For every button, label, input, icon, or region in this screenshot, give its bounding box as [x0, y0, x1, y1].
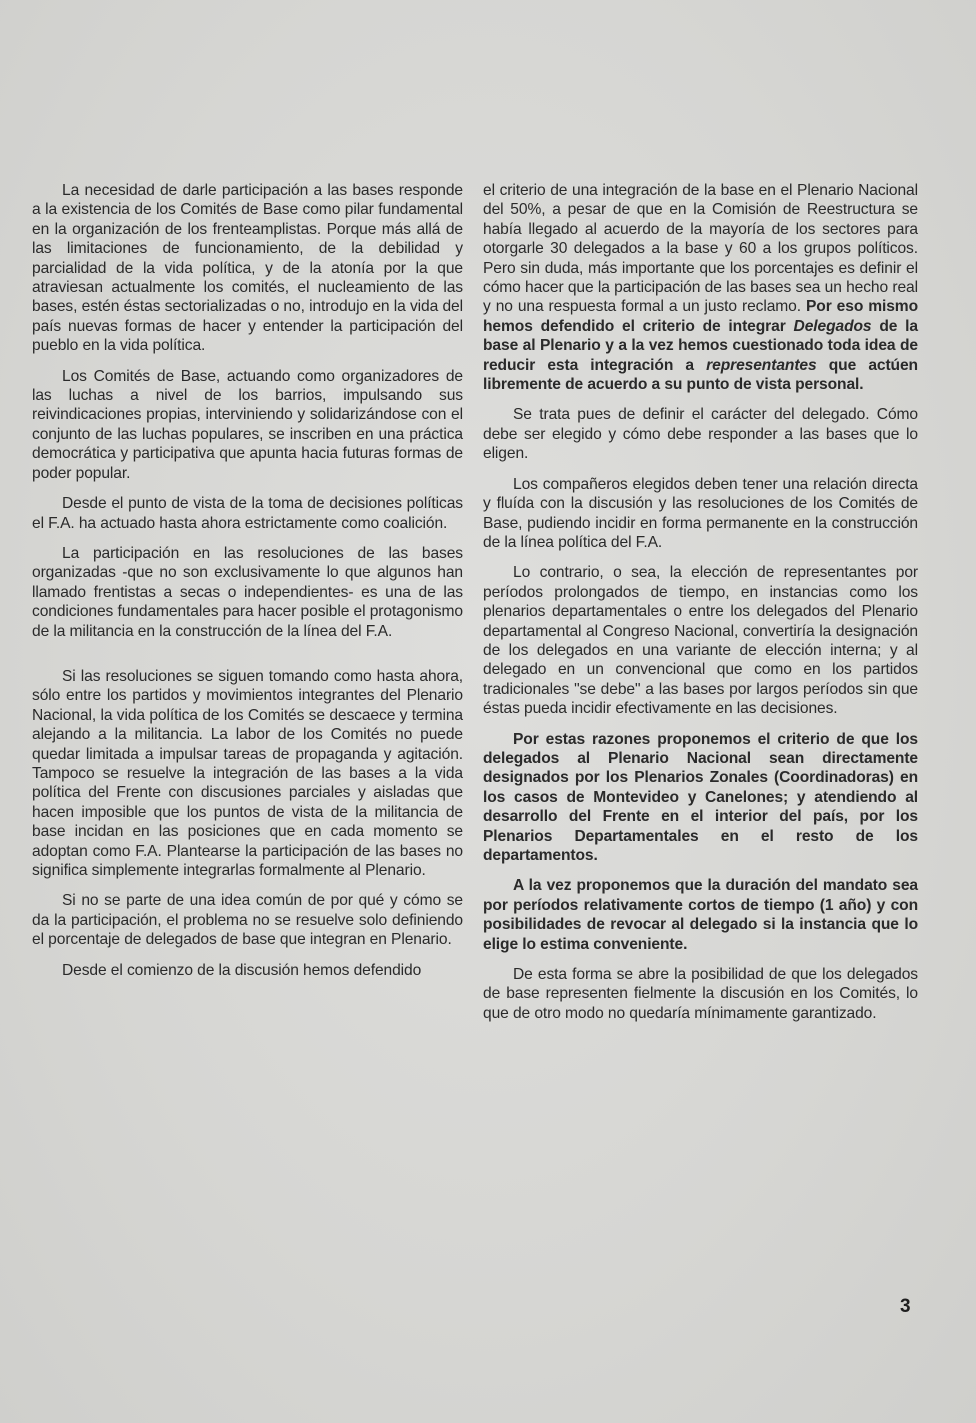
emphasis-text: que actúen libremente de acuerdo a su punto de vista personal. [483, 356, 918, 394]
bold-paragraph: Por estas razones proponemos el criterio de que los delegados al Plenario Nacional sean directamente designados por los Plenarios Zonales (Coordinadoras) en los casos de Montevideo y Canelones; y atendiendo al desarrollo del Frente en el interior del país, por los Plenarios Departamentales en el resto de los departamentos. [483, 730, 918, 864]
emphasis-text: de la base al Plenario y a la vez hemos cuestionado toda idea de reducir esta integración a [483, 317, 918, 374]
page-number: 3 [900, 1296, 911, 1317]
paragraph: Desde el punto de vista de la toma de decisiones políticas el F.A. ha actuado hasta ahora estrictamente como coalición. [32, 495, 463, 532]
paragraph [483, 181, 918, 394]
paragraph: La participación en las resoluciones de las bases organizadas -que no son exclusivamente lo que algunos han llamado frentistas a secas o independientes- es una de las condiciones fundamentales para hacer posible el protagonismo de la militancia en la construcción de la línea del F.A. [32, 544, 463, 640]
right-column [483, 181, 918, 1034]
paragraph: Los compañeros elegidos deben tener una relación directa y fluída con la discusión y las resoluciones de los Comités de Base, pudiendo incidir en forma permanente en la construcción de la línea política del F.A. [483, 475, 918, 551]
emphasis-text: Por eso mismo hemos defendido el criterio de integrar [483, 298, 919, 335]
paragraph: Desde el comienzo de la discusión hemos defendido [62, 961, 422, 979]
paragraph: La necesidad de darle participación a las bases responde a la existencia de los Comités de Base como pilar fundamental en la organización de los frenteamplistas. Porque más allá de las limitaciones de funcionamiento, de la debilidad y parcialidad de la vida política, y de la atonía por la que atraviesan actualmente los comités, el nucleamiento de las bases, estén éstas sectorializadas o no, introdujo en la vida del país nuevas formas de hacer y entender la participación del pueblo en la vida política. [32, 182, 463, 355]
paragraph: Lo contrario, o sea, la elección de representantes por períodos prolongados de tiempo, en instancias como los plenarios departamentales o entre los delegados del Plenario departamental al Congreso Nacional, convertiría la designación de los delegados en una variante de elección interna; y al delegado en un convencional que como en los partidos tradicionales "se debe" a las bases por largos períodos sin que éstas pueda incidir efectivamente en las decisiones. [483, 564, 918, 718]
left-column [32, 181, 463, 991]
emphasis-italic-text: Delegados [793, 317, 872, 335]
paragraph: Si las resoluciones se siguen tomando como hasta ahora, sólo entre los partidos y movimientos integrantes del Plenario Nacional, la vida política de los Comités se descaece y termina alejando a la militancia. La labor de los Comités no puede quedar limitada a impulsar tareas de propaganda y agitación. Tampoco se resuelve la integración de las bases a la vida política del Frente con discusiones parciales y aisladas que hacen imposible que los puntos de vista de la militancia de base incidan en las posiciones que en cada momento se adoptan como F.A. Plantearse la participación de las bases no significa simplemente integrarlas formalmente al Plenario. [32, 667, 463, 879]
paragraph: Los Comités de Base, actuando como organizadores de las luchas a nivel de los barrios, impulsando sus reivindicaciones propias, interviniendo y solidarizándose con el conjunto de las luchas populares, se inscriben en una práctica democrática y participativa que apunta hacia futuras formas de poder popular. [32, 367, 463, 482]
paragraph: Se trata pues de definir el carácter del delegado. Cómo debe ser elegido y cómo debe responder a las bases que lo eligen. [483, 406, 918, 463]
bold-paragraph: A la vez proponemos que la duración del mandato sea por períodos relativamente cortos de tiempo (1 año) y con posibilidades de revocar al delegado si la instancia que lo elige lo estima conveniente. [483, 877, 918, 953]
paragraph: De esta forma se abre la posibilidad de que los delegados de base representen fielmente la discusión en los Comités, lo que de otro modo no quedaría mínimamente garantizado. [483, 966, 918, 1022]
paragraph-text: el criterio de una integración de la base en el Plenario Nacional del 50%, a pesar de que en la Comisión de Reestructura se había llegado al acuerdo de la mayoría de los sectores para otorgarle 30 delegados a la base y 60 a los grupos políticos. Pero sin duda, más importante que los porcentajes es definir el cómo hacer que la participación de las bases sea un hecho real y no una respuesta formal a un justo reclamo. [483, 182, 918, 316]
paragraph: Si no se parte de una idea común de por qué y cómo se da la participación, el problema no se resuelve solo definiendo el porcentaje de delegados de base que integran en Plenario. [32, 892, 463, 949]
emphasis-italic-text: representantes [706, 356, 817, 374]
